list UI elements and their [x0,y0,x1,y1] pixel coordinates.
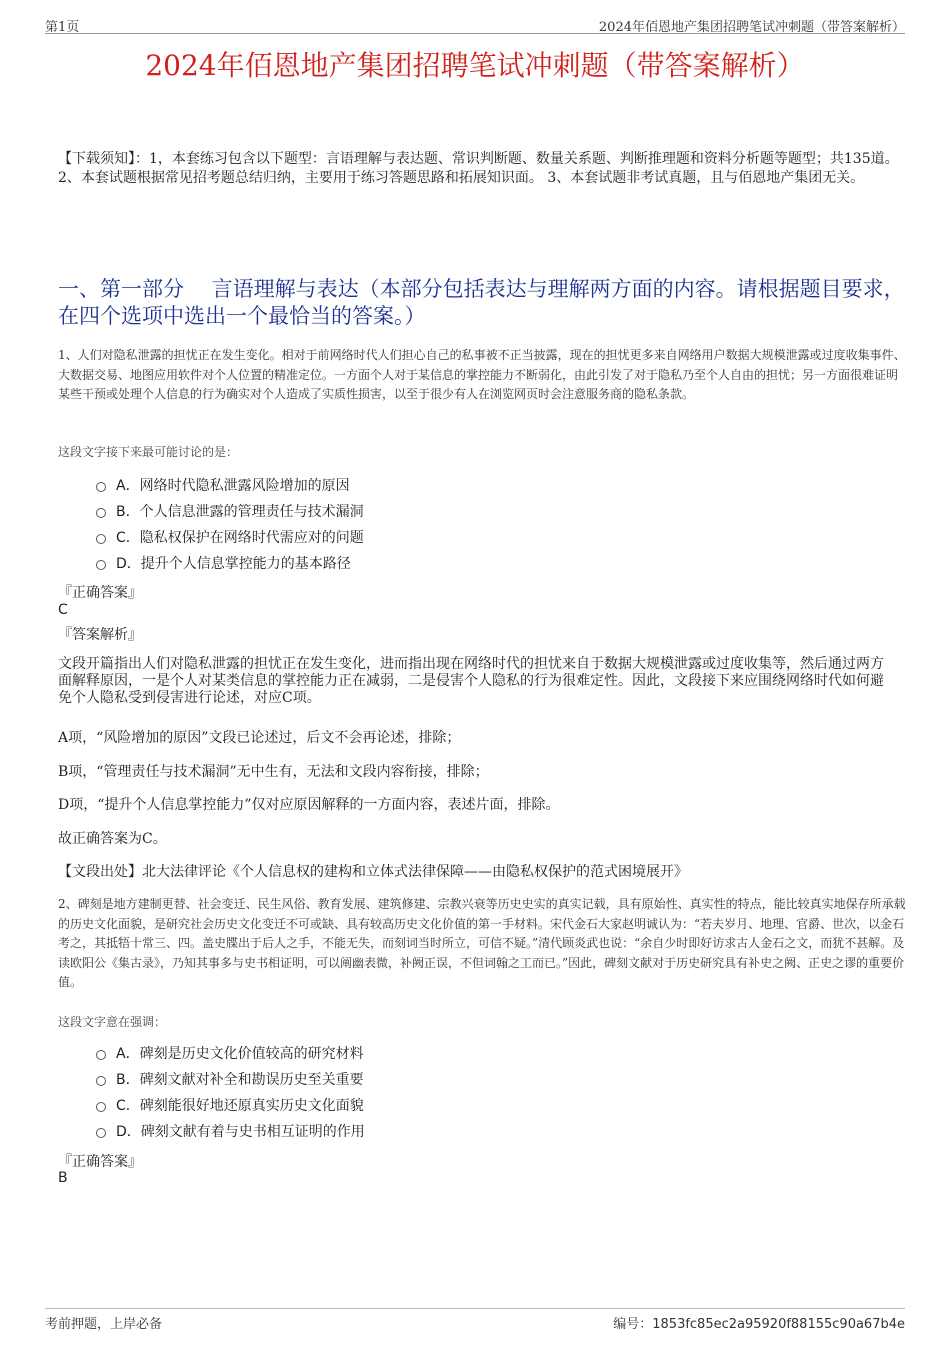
q2-answer-label: 『正确答案』 [58,1154,142,1170]
header-page-label: 第1页 [45,20,80,35]
q2-option-c[interactable]: C．碑刻能很好地还原真实历史文化面貌 [96,1096,364,1116]
radio-icon[interactable] [96,1050,106,1060]
radio-icon[interactable] [96,534,106,544]
radio-icon[interactable] [96,1102,106,1112]
footer-code: 编号：1853fc85ec2a95920f88155c90a67b4e [613,1317,905,1332]
question-2-stem: 2、碑刻是地方建制更替、社会变迁、民生风俗、教育发展、建筑修建、宗教兴衰等历史史实的真实记载，具有原始性、真实性的特点，能比较真实地保存所承载的历史文化面貌，是研究社会历史文化变迁不可或缺、具有较高历史文化价值的第一手材料。宋代金石大家赵明诚认为：“若夫岁月、地理、官爵、世次，以金石考之，其抵牾十常三、四。盖史牒出于后人之手，不能无失，而刻词当时所立，可信不疑。”清代顾炎武也说：“余自少时即好访求古人金石之文，而犹不甚解。及读欧阳公《集古录》，乃知其事多与史书相证明，可以阐幽表微，补阙正误，不但词翰之工而已。”因此，碑刻文献对于历史研究具有补史之阙、正史之谬的重要价值。 [58,897,906,989]
radio-icon[interactable] [96,560,106,570]
q1-conclusion: 故正确答案为C。 [58,831,167,847]
q1-analysis-label: 『答案解析』 [58,627,142,643]
q1-reason-a: A项，“风险增加的原因”文段已论述过，后文不会再论述，排除； [58,730,461,746]
question-1-stem: 1、人们对隐私泄露的担忧正在发生变化。相对于前网络时代人们担心自己的私事被不正当披露，现在的担忧更多来自网络用户数据大规模泄露或过度收集事件、大数据交易、地图应用软件对个人位置的精准定位。一方面个人对于某信息的掌控能力不断弱化，由此引发了对于隐私乃至个人自由的担忧；另一方面很难证明某些干预或处理个人信息的行为确实对个人造成了实质性损害，以至于很少有人在浏览网页时会注意服务商的隐私条款。 [58,348,906,401]
q1-option-d[interactable]: D．提升个人信息掌控能力的基本路径 [96,554,351,574]
q1-option-c[interactable]: C．隐私权保护在网络时代需应对的问题 [96,528,364,548]
header-divider [45,33,905,34]
q2-option-a[interactable]: A．碑刻是历史文化价值较高的研究材料 [96,1044,364,1064]
q1-source: 【文段出处】北大法律评论《个人信息权的建构和立体式法律保障——由隐私权保护的范式困境展开》 [58,864,688,880]
q1-option-a[interactable]: A．网络时代隐私泄露风险增加的原因 [96,476,350,496]
q2-option-b[interactable]: B．碑刻文献对补全和勘误历史至关重要 [96,1070,364,1090]
q1-reason-d: D项，“提升个人信息掌控能力”仅对应原因解释的一方面内容，表述片面，排除。 [58,797,560,813]
radio-icon[interactable] [96,1128,106,1138]
q2-answer-value: B [58,1170,68,1186]
document-title: 2024年佰恩地产集团招聘笔试冲刺题（带答案解析） [145,49,805,82]
q1-reason-b: B项，“管理责任与技术漏洞”无中生有，无法和文段内容衔接，排除； [58,764,489,780]
q1-option-b[interactable]: B．个人信息泄露的管理责任与技术漏洞 [96,502,364,522]
question-2-prompt: 这段文字意在强调： [58,1015,167,1029]
radio-icon[interactable] [96,482,106,492]
radio-icon[interactable] [96,1076,106,1086]
q1-answer-value: C [58,602,68,618]
q1-analysis-text: 文段开篇指出人们对隐私泄露的担忧正在发生变化，进而指出现在网络时代的担忧来自于数据大规模泄露或过度收集等，然后通过两方面解释原因，一是个人对某类信息的掌控能力正在减弱，二是侵害个人隐私的行为很难定性。因此，文段接下来应围绕网络时代如何避免个人隐私受到侵害进行论述，对应C项。 [58,656,884,706]
question-1-prompt: 这段文字接下来最可能讨论的是： [58,445,239,459]
radio-icon[interactable] [96,508,106,518]
header-doc-name: 2024年佰恩地产集团招聘笔试冲刺题（带答案解析） [598,20,905,35]
footer-divider [45,1308,905,1309]
section-heading: 一、第一部分 言语理解与表达（本部分包括表达与理解两方面的内容。请根据题目要求，在四个选项中选出一个最恰当的答案。） [58,277,905,328]
download-notice: 【下载须知】：1，本套练习包含以下题型：言语理解与表达题、常识判断题、数量关系题、判断推理题和资料分析题等题型；共135道。 2、本套试题根据常见招考题总结归纳，主要用于练习答题思路和拓展知识面。 3、本套试题非考试真题，且与佰恩地产集团无关。 [58,151,899,186]
q1-answer-label: 『正确答案』 [58,585,142,601]
footer-slogan: 考前押题，上岸必备 [45,1317,163,1332]
q2-option-d[interactable]: D．碑刻文献有着与史书相互证明的作用 [96,1122,365,1142]
